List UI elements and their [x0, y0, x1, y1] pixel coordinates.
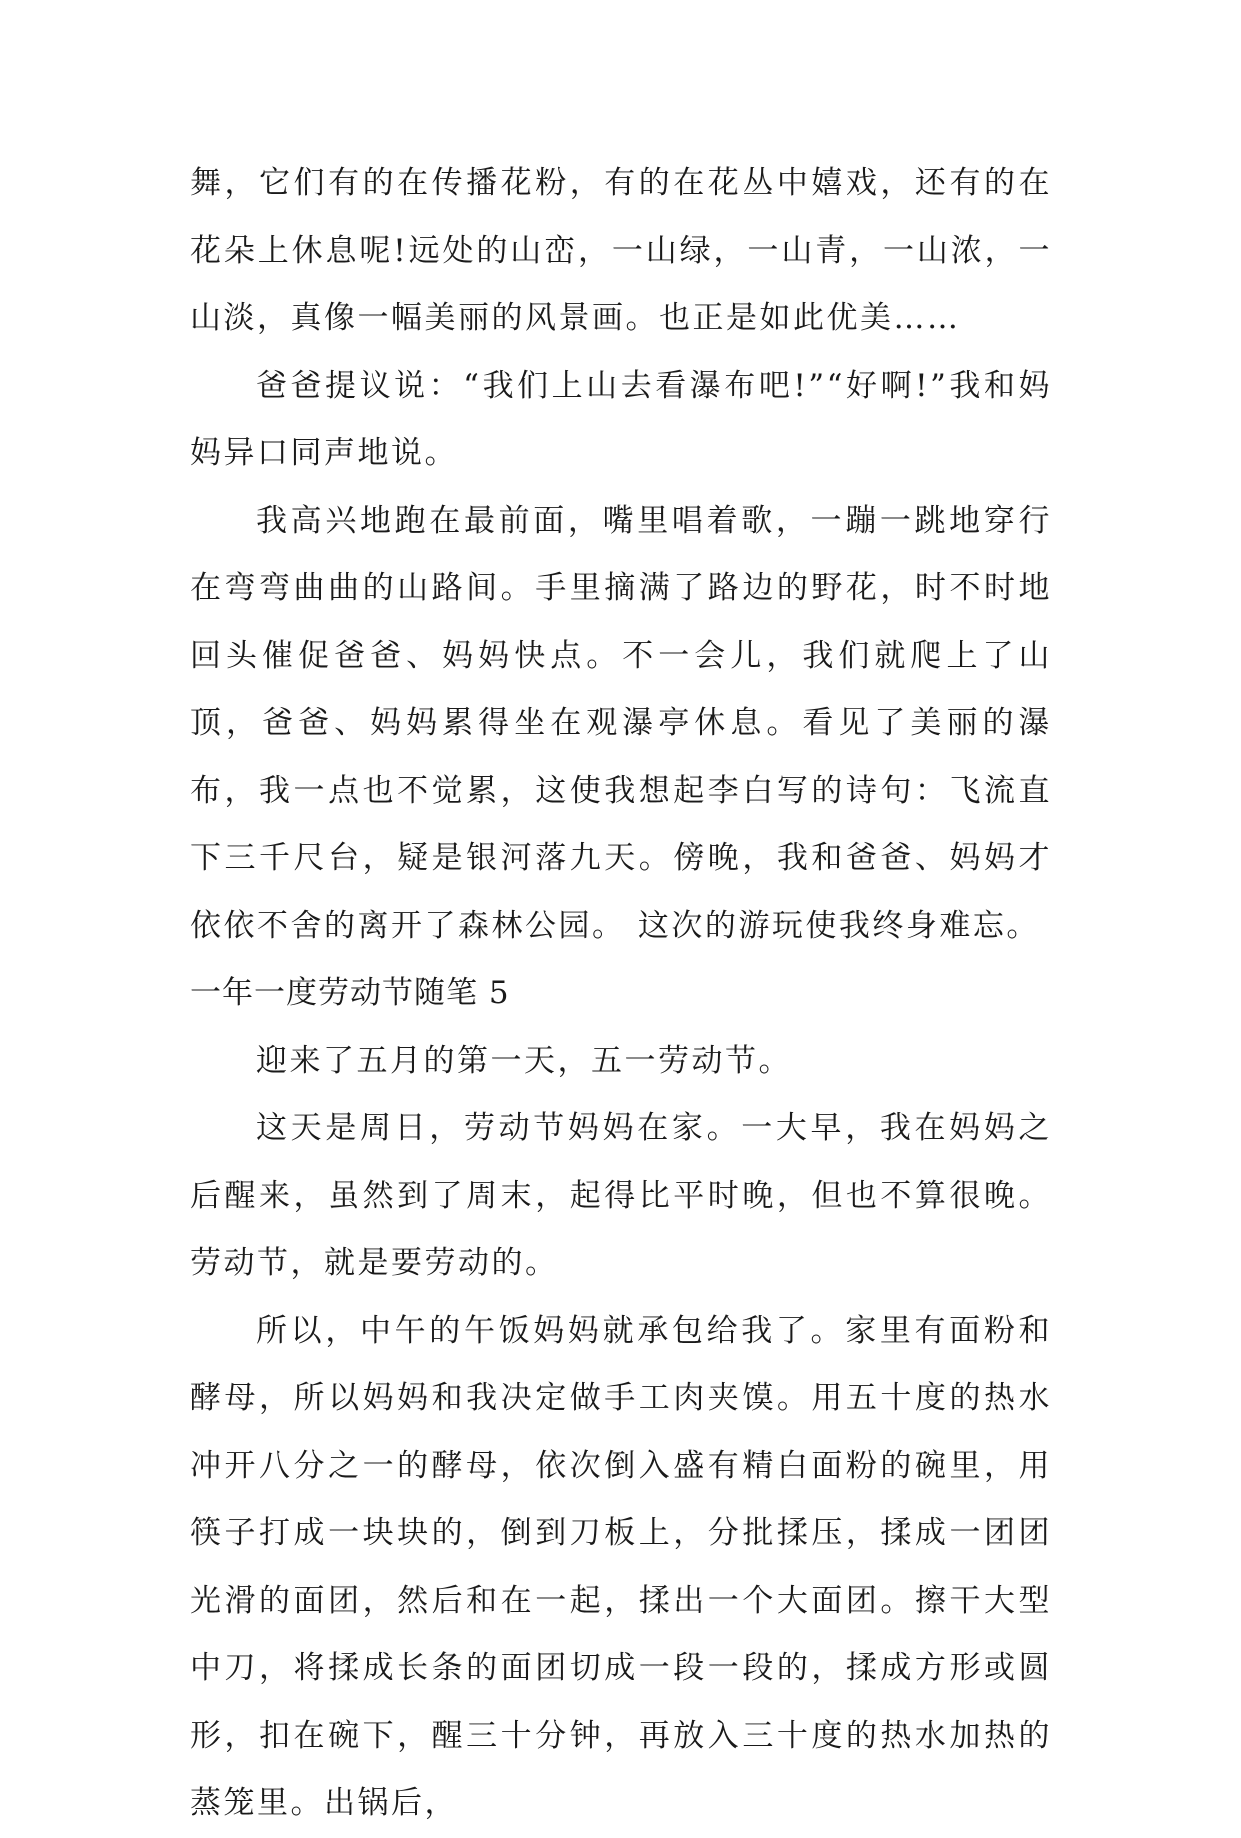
paragraph-lunch: 所以，中午的午饭妈妈就承包给我了。家里有面粉和酵母，所以妈妈和我决定做手工肉夹馍。用五十度的热水冲开八分之一的酵母，依次倒入盛有精白面粉的碗里，用筷子打成一块块的，倒到刀板上，分批揉压，揉成一团团光滑的面团，然后和在一起，揉出一个大面团。擦干大型中刀，将揉成长条的面团切成一段一段的，揉成方形或圆形，扣在碗下，醒三十分钟，再放入三十度的热水加热的蒸笼里。出锅后，: [190, 1312, 1052, 1821]
paragraph-dad-suggestion: 爸爸提议说：“我们上山去看瀑布吧!”“好啊!”我和妈妈异口同声地说。: [190, 367, 1052, 471]
section-heading: 一年一度劳动节随笔 5: [190, 975, 510, 1011]
paragraph-continuation: 舞，它们有的在传播花粉，有的在花丛中嬉戏，还有的在花朵上休息呢!远处的山峦，一山绿，一山青，一山浓，一山淡，真像一幅美丽的风景画。也正是如此优美……: [190, 165, 1052, 336]
document-body: [190, 150, 1052, 1838]
paragraph-mountain-trip: 我高兴地跑在最前面，嘴里唱着歌，一蹦一跳地穿行在弯弯曲曲的山路间。手里摘满了路边的野花，时不时地回头催促爸爸、妈妈快点。不一会儿，我们就爬上了山顶，爸爸、妈妈累得坐在观瀑亭休息。看见了美丽的瀑布，我一点也不觉累，这使我想起李白写的诗句：飞流直下三千尺台，疑是银河落九天。傍晚，我和爸爸、妈妈才依依不舍的离开了森林公园。 这次的游玩使我终身难忘。: [190, 502, 1052, 944]
paragraph-may-day: 迎来了五月的第一天，五一劳动节。: [256, 1042, 792, 1079]
paragraph-sunday: 这天是周日，劳动节妈妈在家。一大早，我在妈妈之后醒来，虽然到了周末，起得比平时晚，但也不算很晚。劳动节，就是要劳动的。: [190, 1110, 1052, 1281]
